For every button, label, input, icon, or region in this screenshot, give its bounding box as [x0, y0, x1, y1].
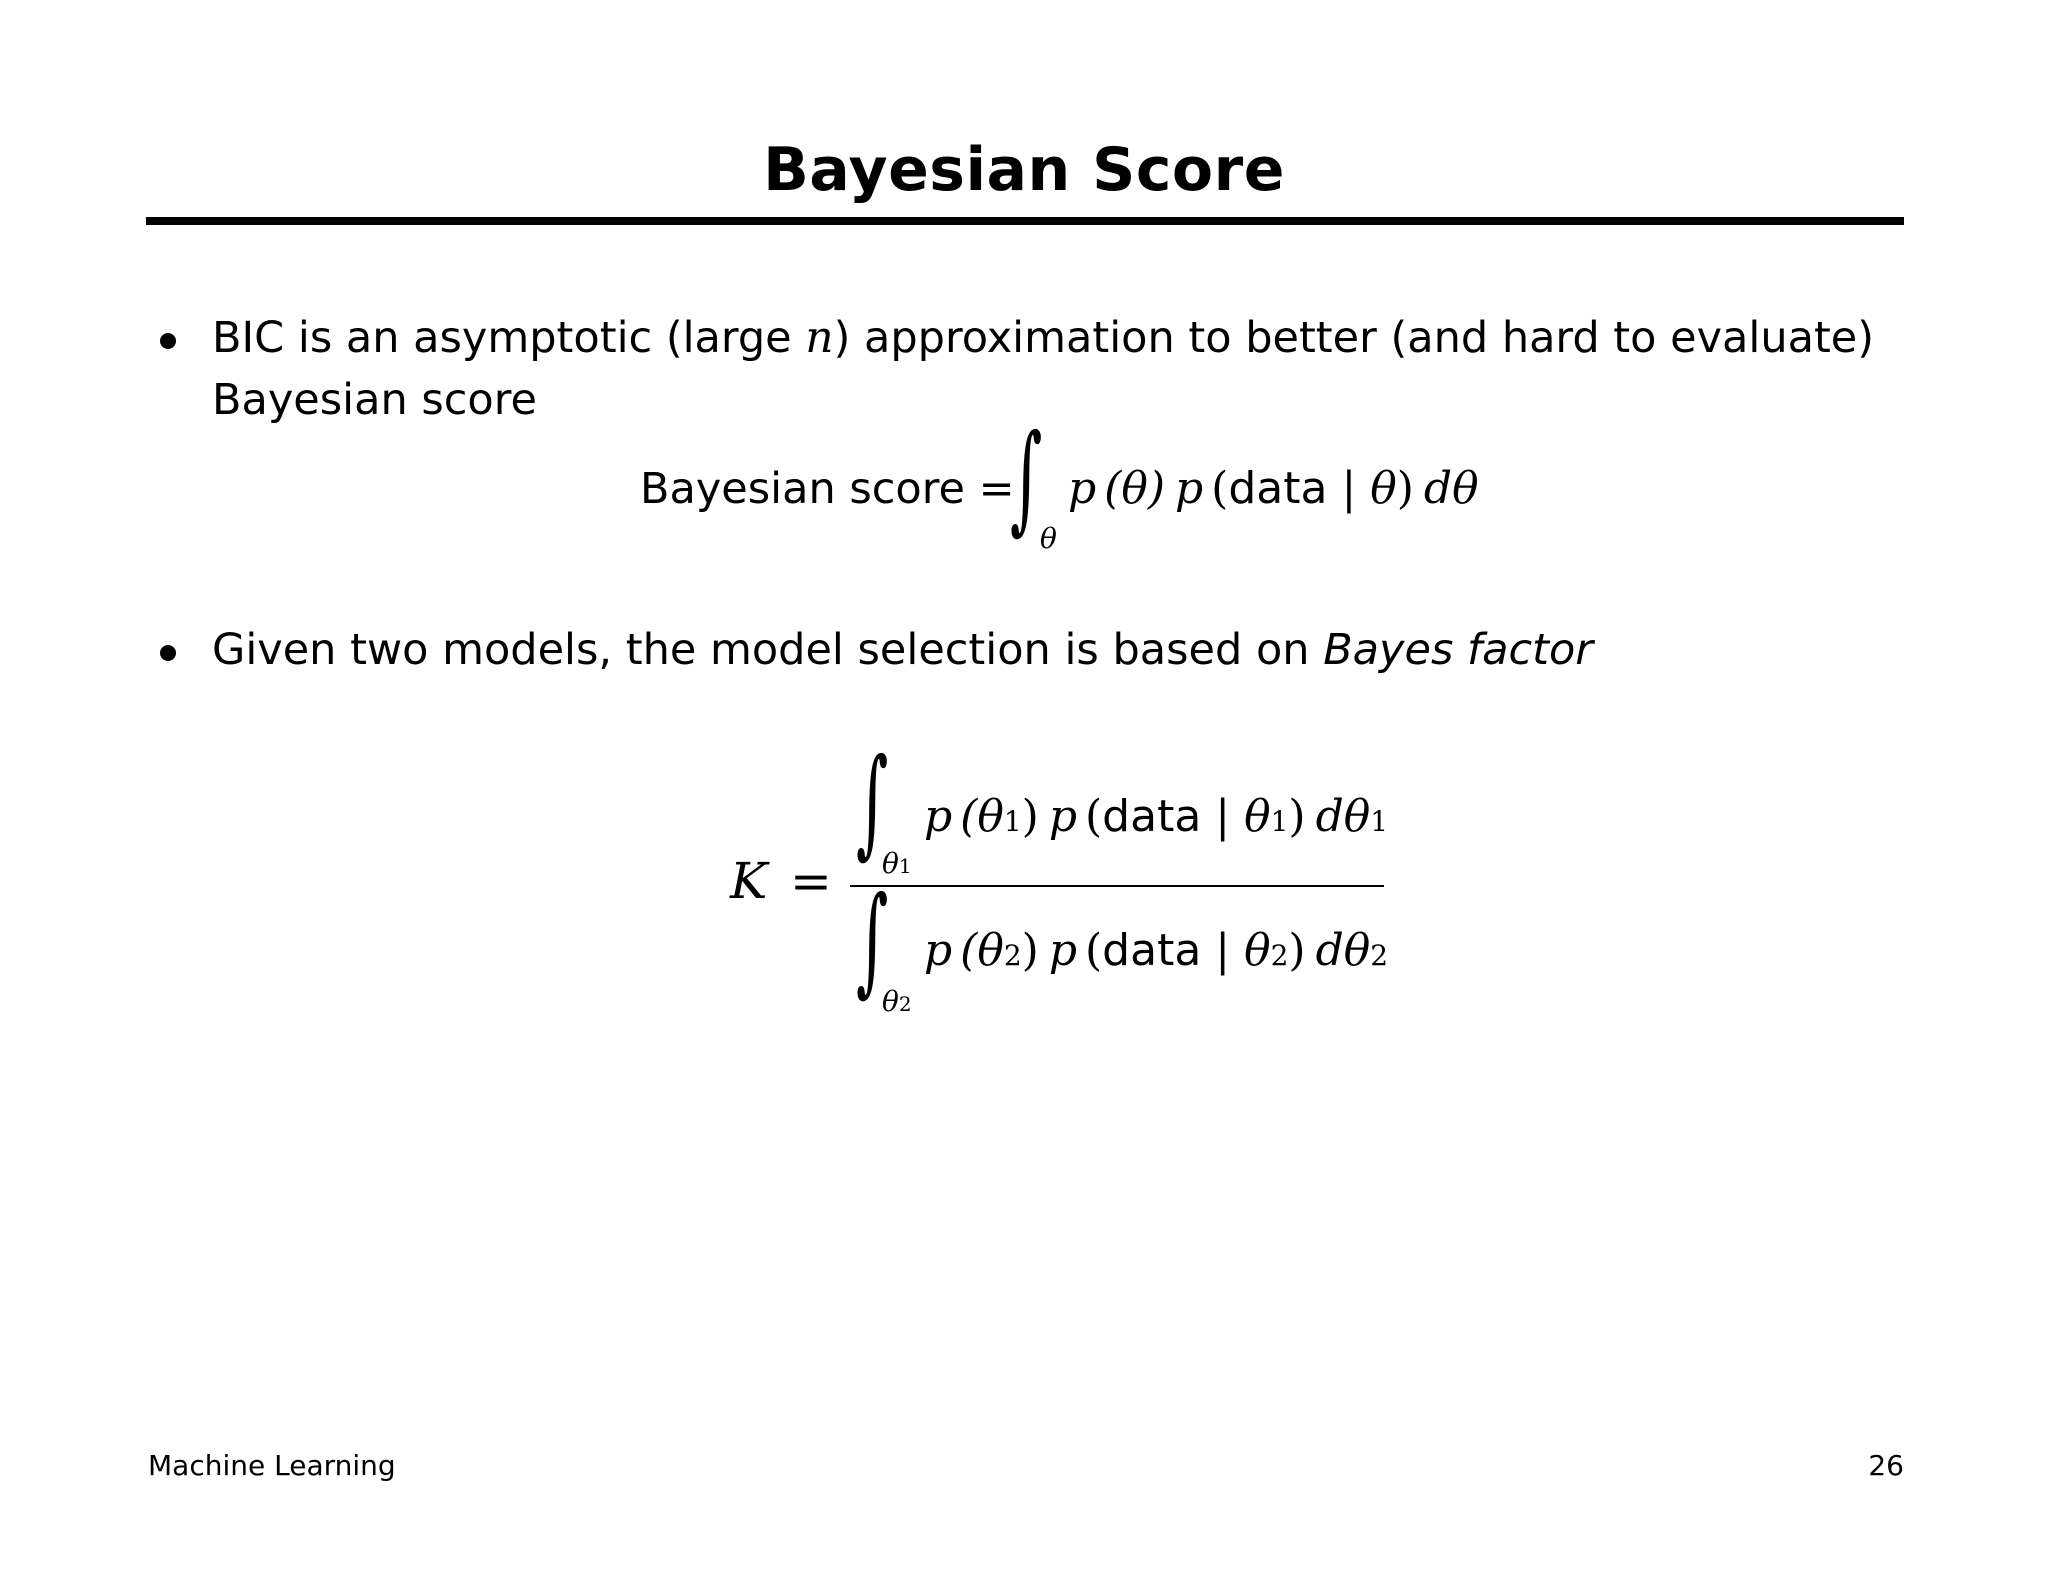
variable-n: n: [805, 312, 834, 363]
equation-2-equals: =: [790, 852, 832, 910]
close-paren: ): [1021, 925, 1039, 976]
data-word: data: [1102, 925, 1202, 976]
theta-symbol: θ: [1370, 463, 1397, 514]
numerator-integrand: [924, 786, 1388, 853]
open-paren: (: [1085, 925, 1103, 976]
p-symbol-2: p: [1048, 791, 1077, 842]
fraction-bar: [850, 885, 1384, 887]
data-word: data: [1228, 463, 1328, 514]
subscript: 2: [1270, 939, 1289, 972]
theta-limit: θ: [882, 985, 899, 1018]
close-paren: ): [1288, 925, 1306, 976]
p-symbol: p: [924, 925, 953, 976]
integral-symbol: ∫: [856, 869, 889, 1009]
p-symbol: p: [924, 791, 953, 842]
equation-1-lhs: Bayesian score =: [640, 464, 1015, 514]
subscript: 2: [1370, 939, 1389, 972]
close-paren: ): [1288, 791, 1306, 842]
equation-1-integral-sign: [1010, 407, 1043, 547]
equation-1-lower-limit: θ: [1040, 522, 1057, 555]
equation-1-integrand: [1068, 458, 1479, 520]
theta-limit: θ: [882, 847, 899, 880]
d-theta: dθ: [1315, 791, 1371, 842]
close-paren: ): [1396, 463, 1414, 514]
bayes-factor-emphasis: Bayes factor: [1323, 625, 1593, 675]
data-word: data: [1102, 791, 1202, 842]
bullet-1-line-1: [212, 307, 1904, 369]
theta-symbol: θ: [1244, 791, 1271, 842]
subscript: 1: [1003, 805, 1022, 838]
slide-title: Bayesian Score: [763, 135, 1285, 205]
d-theta: dθ: [1315, 925, 1371, 976]
bullet-1-text-start: [212, 307, 1874, 369]
theta-argument: (θ): [1104, 463, 1165, 514]
integral-symbol: ∫: [1010, 407, 1043, 547]
bullet-1-line-2: Bayesian score: [212, 375, 537, 425]
bullet-2-text-main: Given two models, the model selection is based on: [212, 625, 1324, 675]
given-bar: |: [1201, 791, 1245, 842]
integral-symbol: ∫: [856, 731, 889, 871]
p-symbol-2: p: [1175, 463, 1204, 514]
open-paren: (: [1085, 791, 1103, 842]
subscript: 2: [898, 992, 912, 1016]
bullet-1-text-a: BIC is an asymptotic (large: [212, 313, 806, 363]
close-paren: ): [1021, 791, 1039, 842]
p-symbol-2: p: [1048, 925, 1077, 976]
bullet-dot-2: [160, 645, 176, 661]
bullet-dot-1: [160, 333, 176, 349]
theta-open: (θ: [960, 791, 1004, 842]
subscript: 1: [898, 854, 912, 878]
open-paren: (: [1211, 463, 1229, 514]
denominator-lower-limit: [882, 986, 912, 1020]
subscript: 1: [1270, 805, 1289, 838]
subscript: 1: [1370, 805, 1389, 838]
d-theta: dθ: [1423, 463, 1479, 514]
given-bar: |: [1327, 463, 1371, 514]
numerator-integral-sign: [856, 731, 889, 871]
given-bar: |: [1201, 925, 1245, 976]
title-underline: [146, 217, 1904, 225]
footer-course-name: Machine Learning: [148, 1449, 396, 1482]
subscript: 2: [1003, 939, 1022, 972]
p-symbol: p: [1068, 463, 1097, 514]
bullet-1-text-b: ) approximation to better (and hard to evaluate): [833, 313, 1875, 363]
footer-page-number: 26: [1868, 1449, 1904, 1482]
theta-symbol: θ: [1244, 925, 1271, 976]
denominator-integrand: [924, 920, 1388, 987]
theta-open: (θ: [960, 925, 1004, 976]
equation-2-lhs-K: K: [730, 852, 768, 910]
denominator-integral-sign: [856, 869, 889, 1009]
bullet-2-text: [212, 619, 1593, 681]
